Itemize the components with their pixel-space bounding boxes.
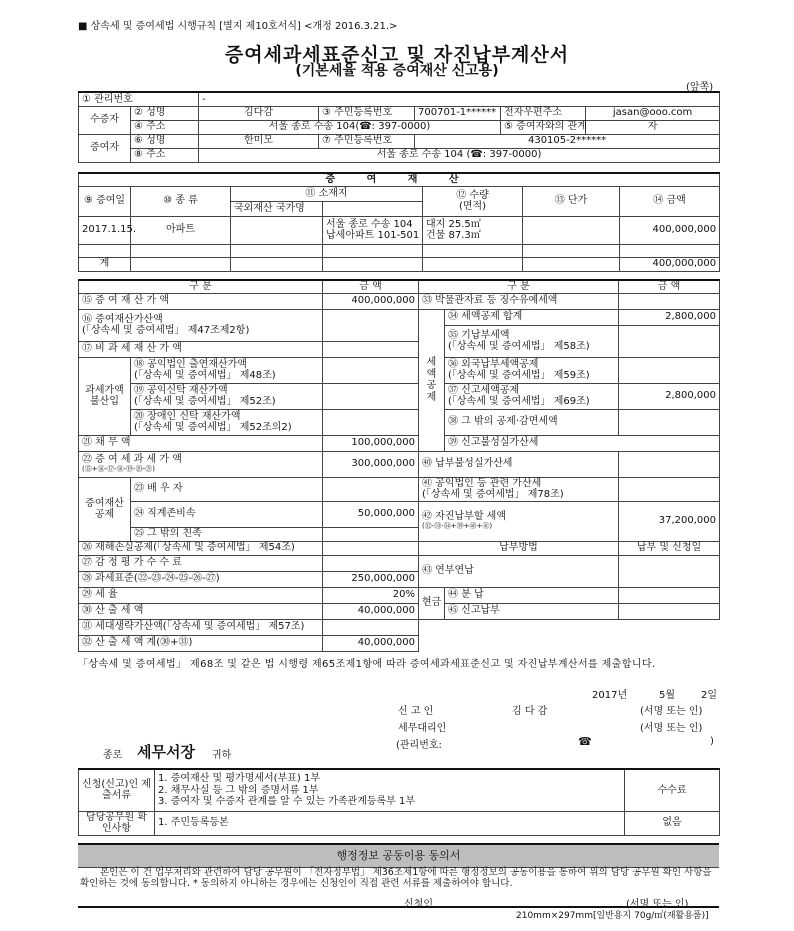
row-41-label: ㊶ 공익법인 등 관련 가산세 [422,477,542,489]
col-foreign-country: 국외재산 국가명 [231,201,323,216]
doc-item-1: 1. 증여재산 및 평가명세서(부표) 1부 [158,773,321,784]
office-prefix: 종로 [103,750,123,761]
form-header: ■ 상속세 및 증여세법 시행규칙 [별지 제10호서식] <개정 2016.3.21.> [78,21,398,32]
office-suffix: 귀하 [212,750,232,761]
donor-rrn: 430105-2****** [415,134,720,148]
col-location: ⑪ 소재지 [231,186,423,201]
asset-qty-line1: 대지 25.5㎡ [426,218,481,230]
row-41-law: (「상속세 및 증여세법」 제78조) [422,489,564,500]
right-head-item: 구 분 [419,280,619,293]
calc-head-amount: 금 액 [323,280,419,293]
consent-sign: (서명 또는 인) [626,899,689,910]
row-22-label: ㉒ 증 여 세 과 세 가 액 [82,454,182,466]
row-38-label: ㊳ 그 밖의 공제·감면세액 [445,409,619,435]
fee-label: 수수료 [625,769,720,811]
row-22-formula: (⑮+⑯-⑰-⑱-⑲-⑳-㉑) [82,464,155,473]
row-15-value: 400,000,000 [323,293,419,309]
donee-email-label: 전자우편주소 [501,106,586,120]
donee-rrn: 700701-1****** [415,106,501,120]
doc-item-2: 2. 채무사실 등 그 밖의 증명서류 1부 [158,784,319,796]
row-33-label: ㉝ 박물관자료 등 징수유예세액 [419,293,619,309]
docs-label: 신청(신고)인 제출서류 [79,769,155,811]
form-title: 증여세과세표준신고 및 자진납부계산서 [224,44,570,66]
col-date: ⑨ 증여일 [79,186,131,216]
asset-amount: 400,000,000 [620,216,720,244]
row-29-value: 20% [323,587,419,603]
row-42-label: ㊷ 자진납부할 세액 [422,511,506,523]
assets-total-label: 계 [79,257,131,271]
row-18-law: (「상속세 및 증여세법」 제48조) [134,370,276,381]
date-day: 2일 [701,690,718,701]
row-32-label: ㉜ 산 출 세 액 계(㉚+㉛) [79,635,323,651]
row-37-label: ㊲ 신고세액공제 [448,384,520,396]
doc-item-3: 3. 증여자 및 수증자 관계를 알 수 있는 가족관계등록부 1부 [158,796,416,807]
row-23-label: ㉓ 배 우 자 [131,477,323,501]
donee-addr: 서울 종로 수송 104(☎: 397-0000) [199,120,501,134]
col-quantity: ⑫ 수량 [456,189,489,201]
donee-name-label: ② 성명 [131,106,199,120]
row-28-value: 250,000,000 [323,571,419,587]
donor-name: 한미모 [199,134,319,148]
signer-sign: (서명 또는 인) [640,706,703,717]
row-24-label: ㉔ 직계존비속 [131,501,323,527]
page-side: (앞쪽) [686,82,714,93]
donee-relation-label: ⑤ 증여자와의 관계 [501,120,586,134]
row-42-formula: (㉜-㉝-㉞+㊴+㊵+㊶) [422,521,493,530]
donor-addr: 서울 종로 수송 104 (☎: 397-0000) [199,148,720,162]
calc-head-item: 구 분 [79,280,323,293]
declaration-text: 「상속세 및 증여세법」 제68조 및 같은 법 시행령 제65조제1항에 따라 증여세과세표준신고 및 자진납부계산서를 제출합니다. [78,659,656,670]
row-21-label: ㉑ 채 무 액 [79,435,323,451]
row-39-label: ㊴ 신고불성실가산세 [445,435,720,451]
signer-name: 김 다 감 [512,706,548,717]
row-20-law: (「상속세 및 증여세법」 제52조의2) [134,422,292,433]
row-16-law: (「상속세 및 증여세법」 제47조제2항) [82,325,250,336]
date-month: 5월 [659,690,676,701]
asset-date: 2017.1.15. [79,216,131,244]
deduction-section: 증여재산공제 [79,477,131,541]
payment-method-head: 납부방법 [419,541,619,555]
agent-mgmt-close: ) [710,736,714,747]
donor-name-label: ⑥ 성명 [131,134,199,148]
consent-signer: 신청인 [404,899,433,910]
office-name: 세무서장 [137,743,195,761]
form-subtitle: (기본세율 적용 증여재산 신고용) [295,63,499,79]
donee-section: 수증자 [79,106,131,134]
asset-qty-line2: 건물 87.3㎡ [426,230,481,241]
row-20-label: ⑳ 장애인 신탁 재산가액 [134,410,241,422]
donee-name: 김다감 [199,106,319,120]
row-36-law: (「상속세 및 증여세법」 제59조) [448,370,590,381]
officer-label: 담당공무원 확인사항 [79,811,155,835]
row-27-label: ㉗ 감 정 평 가 수 수 료 [79,555,323,571]
donee-relation: 자 [586,120,720,134]
donor-addr-label: ⑧ 주소 [131,148,199,162]
fee-value: 없음 [625,811,720,835]
right-head-amount: 금 액 [619,280,720,293]
col-amount: ⑭ 금액 [620,186,720,216]
paper-spec: 210mm×297mm[일반용지 70g/㎡(재활용품)] [516,911,709,921]
documents-table [78,768,720,836]
row-29-label: ㉙ 세 율 [79,587,323,603]
row-21-value: 100,000,000 [323,435,419,451]
row-31-label: ㉛ 세대생략가산액(「상속세 및 증여세법」 제57조) [79,619,323,635]
signer-label: 신 고 인 [398,706,434,717]
officer-item: 1. 주민등록등본 [155,811,625,835]
row-28-label: ㉘ 과세표준(㉒-㉓-㉔-㉕-㉖-㉗) [79,571,323,587]
date-year: 2017년 [592,690,628,701]
assets-total: 400,000,000 [620,257,720,271]
mgmt-label: ① 관리번호 [79,92,199,106]
row-42-value: 37,200,000 [619,501,720,541]
consent-title: 행정정보 공동이용 동의서 [78,843,719,868]
nontax-section: 과세가액 불산입 [79,357,131,435]
calc-table [78,279,720,652]
asset-loc-line1: 서울 종로 수송 104 [326,218,413,230]
payment-date-head: 납부 및 신청일 [619,541,720,555]
agent-label: 세무대리인 [398,723,447,734]
row-34-value: 2,800,000 [619,309,720,325]
row-43-label: ㊸ 연부연납 [419,555,619,587]
col-type: ⑩ 종 류 [131,186,231,216]
mgmt-value: - [199,92,720,106]
row-37-value: 2,800,000 [619,383,720,409]
phone-icon: ☎ [578,735,592,748]
row-30-label: ㉚ 산 출 세 액 [79,603,323,619]
row-37-law: (「상속세 및 증여세법」 제69조) [448,396,590,407]
row-24-value: 50,000,000 [323,501,419,527]
donor-rrn-label: ⑦ 주민등록번호 [319,134,415,148]
row-22-value: 300,000,000 [323,451,419,477]
tax-credit-section: 세액 공제 [419,309,445,451]
col-quantity-sub: (면적) [458,201,487,212]
donee-email: jasan@ooo.com [586,106,720,120]
row-15-label: ⑮ 증 여 재 산 가 액 [79,293,323,309]
parties-table [78,91,720,163]
agent-sign: (서명 또는 인) [640,723,703,734]
row-16-label: ⑯ 증여재산가산액 [82,313,163,325]
row-18-label: ⑱ 공익법인 출연재산가액 [134,358,247,370]
asset-loc-line2: 납세아파트 101-501 [326,230,420,241]
col-unit-price: ⑬ 단가 [523,186,620,216]
row-25-label: ㉕ 그 밖의 친족 [131,527,323,541]
row-32-value: 40,000,000 [323,635,419,651]
row-19-label: ⑲ 공익신탁 재산가액 [134,384,228,396]
donee-addr-label: ④ 주소 [131,120,199,134]
row-19-law: (「상속세 및 증여세법」 제52조) [134,396,276,407]
agent-mgmt-open: (관리번호: [396,740,442,751]
row-34-label: ㉞ 세액공제 합계 [445,309,619,325]
row-45-label: ㊺ 신고납부 [445,603,619,619]
consent-text: 본인은 이 건 업무처리와 관련하여 담당 공무원이 「전자정부법」 제36조제1항에 따른 행정정보의 공동이용을 통하여 위의 담당 공무원 확인 사항을 확인하는 것에 동의합니다. * 동의하지 아니하는 경우에는 신청인이 직접 관련 서류를 제출하여야 합니다. [80,867,712,889]
row-44-label: ㊹ 분 납 [445,587,619,603]
asset-type: 아파트 [131,216,231,244]
assets-section: 증 여 재 산 [79,173,720,186]
cash-section: 현금 [419,587,445,619]
row-30-value: 40,000,000 [323,603,419,619]
donee-rrn-label: ③ 주민등록번호 [319,106,415,120]
assets-table [78,172,720,272]
row-40-label: ㊵ 납부불성실가산세 [419,451,619,477]
row-36-label: ㊱ 외국납부세액공제 [448,358,539,370]
row-17-label: ⑰ 비 과 세 재 산 가 액 [79,341,323,357]
donor-section: 증여자 [79,134,131,162]
row-26-label: ㉖ 재해손실공제(「상속세 및 증여세법」 제54조) [79,541,323,555]
row-35-law: (「상속세 및 증여세법」 제58조) [448,341,590,352]
row-35-label: ㉟ 기납부세액 [448,329,510,341]
